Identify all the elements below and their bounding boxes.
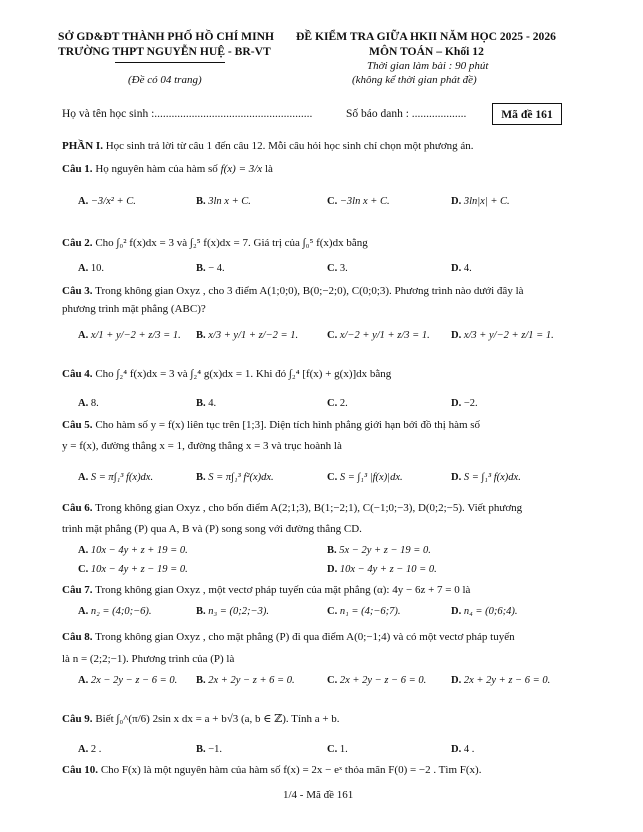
q2-option-c[interactable]: C. 3. [327, 263, 348, 274]
q1-text: Họ nguyên hàm của hàm số [95, 163, 218, 175]
student-id-label: Số báo danh : ................... [346, 108, 467, 120]
q4-text: Cho ∫₂⁴ f(x)dx = 3 và ∫₂⁴ g(x)dx = 1. Khi đó ∫₂⁴ [f(x) + g(x)]dx bằng [95, 368, 392, 380]
student-name-label: Họ và tên học sinh :....................................................... [62, 108, 313, 120]
q5-stem-line1 [62, 419, 480, 431]
q6-option-d[interactable]: D. 10x − 4y + z − 10 = 0. [327, 564, 437, 575]
q4-option-d[interactable]: D. −2. [451, 398, 478, 409]
exam-title: ĐỀ KIỂM TRA GIỮA HKII NĂM HỌC 2025 - 2026 [296, 30, 556, 43]
q6-stem-line1 [62, 502, 522, 514]
q5-option-b[interactable]: B. S = π∫₁³ f²(x)dx. [196, 472, 274, 483]
q4-stem [62, 368, 391, 380]
part1-label: PHẦN I. [62, 140, 103, 152]
q10-text: Cho F(x) là một nguyên hàm của hàm số f(x) = 2x − eˣ thỏa mãn F(0) = −2 . Tìm F(x). [100, 764, 482, 776]
q5-text1: Cho hàm số y = f(x) liên tục trên [1;3]. Diện tích hình phẳng giới hạn bởi đồ thị hàm số [95, 419, 481, 431]
q2-stem [62, 237, 368, 249]
q8-option-a[interactable]: A. 2x − 2y − z − 6 = 0. [78, 675, 178, 686]
q9-stem [62, 712, 340, 725]
q1-label: Câu 1. [62, 163, 93, 175]
q8-stem-line2: là n = (2;2;−1). Phương trình của (P) là [62, 653, 235, 665]
school-underline [115, 62, 225, 63]
q8-label: Câu 8. [62, 631, 93, 643]
q3-option-c[interactable]: C. x/−2 + y/1 + z/3 = 1. [327, 330, 430, 341]
q4-option-c[interactable]: C. 2. [327, 398, 348, 409]
q9-option-b[interactable]: B. −1. [196, 744, 223, 755]
q9-option-c[interactable]: C. 1. [327, 744, 348, 755]
q7-stem [62, 584, 470, 596]
page-footer: 1/4 - Mã đề 161 [283, 789, 354, 801]
q9-label: Câu 9. [62, 713, 93, 725]
q7-option-a[interactable]: A. n₂ = (4;0;−6). [78, 606, 152, 617]
q2-option-b[interactable]: B. − 4. [196, 263, 225, 274]
q2-option-d[interactable]: D. 4. [451, 263, 472, 274]
q3-label: Câu 3. [62, 285, 93, 297]
q7-option-c[interactable]: C. n₁ = (4;−6;7). [327, 606, 401, 617]
q7-option-d[interactable]: D. n₄ = (0;6;4). [451, 606, 518, 617]
q6-option-b[interactable]: B. 5x − 2y + z − 19 = 0. [327, 545, 431, 556]
part1-text: Học sinh trả lời từ câu 1 đến câu 12. Mỗi câu hỏi học sinh chỉ chọn một phương án. [105, 140, 474, 152]
subject: MÔN TOÁN – Khối 12 [369, 45, 484, 58]
q1-function: f(x) = 3/x [220, 163, 263, 175]
q7-label: Câu 7. [62, 584, 93, 596]
q1-tail: là [264, 163, 273, 175]
exam-code-box: Mã đề 161 [492, 103, 562, 125]
q5-option-c[interactable]: C. S = ∫₁³ |f(x)|dx. [327, 472, 403, 483]
q3-stem-line2: phương trình mặt phẳng (ABC)? [62, 303, 206, 315]
q3-option-d[interactable]: D. x/3 + y/−2 + z/1 = 1. [451, 330, 554, 341]
q5-option-d[interactable]: D. S = ∫₁³ f(x)dx. [451, 472, 521, 483]
q6-stem-line2: trình mặt phẳng (P) qua A, B và (P) song song với đường thẳng CD. [62, 523, 362, 535]
dept-name: SỞ GD&ĐT THÀNH PHỐ HỒ CHÍ MINH [58, 30, 275, 43]
q9-option-a[interactable]: A. 2 . [78, 744, 102, 755]
q9-text: Biết ∫₀^(π/6) 2sin x dx = a + b√3 (a, b ∈ ℤ). Tính a + b. [95, 713, 340, 725]
q8-option-c[interactable]: C. 2x + 2y − z − 6 = 0. [327, 675, 427, 686]
q1-option-d[interactable]: D. 3ln|x| + C. [451, 196, 510, 207]
q9-option-d[interactable]: D. 4 . [451, 744, 475, 755]
q4-option-b[interactable]: B. 4. [196, 398, 217, 409]
q6-label: Câu 6. [62, 502, 93, 514]
q5-option-a[interactable]: A. S = π∫₁³ f(x)dx. [78, 472, 154, 483]
q3-option-b[interactable]: B. x/3 + y/1 + z/−2 = 1. [196, 330, 299, 341]
q2-label: Câu 2. [62, 237, 93, 249]
q8-option-b[interactable]: B. 2x + 2y − z + 6 = 0. [196, 675, 295, 686]
exam-time-note: (không kể thời gian phát đề) [352, 74, 477, 86]
q7-text: Trong không gian Oxyz , một vectơ pháp tuyến của mặt phẳng (α): 4y − 6z + 7 = 0 là [95, 584, 471, 596]
q10-label: Câu 10. [62, 764, 99, 776]
q1-stem [62, 163, 273, 175]
q4-option-a[interactable]: A. 8. [78, 398, 99, 409]
q1-option-c[interactable]: C. −3ln x + C. [327, 196, 390, 207]
q6-option-a[interactable]: A. 10x − 4y + z + 19 = 0. [78, 545, 188, 556]
q2-option-a[interactable]: A. 10. [78, 263, 104, 274]
q8-option-d[interactable]: D. 2x + 2y + z − 6 = 0. [451, 675, 551, 686]
part1-instruction [62, 140, 474, 152]
school-name: TRƯỜNG THPT NGUYỄN HUỆ - BR-VT [58, 45, 271, 58]
q1-option-b[interactable]: B. 3ln x + C. [196, 196, 251, 207]
q3-option-a[interactable]: A. x/1 + y/−2 + z/3 = 1. [78, 330, 181, 341]
q3-stem-line1 [62, 285, 524, 297]
exam-time: Thời gian làm bài : 90 phút [367, 60, 489, 72]
q4-label: Câu 4. [62, 368, 93, 380]
q5-label: Câu 5. [62, 419, 93, 431]
q6-text1: Trong không gian Oxyz , cho bốn điểm A(2;1;3), B(1;−2;1), C(−1;0;−3), D(0;2;−5). Viết phương [95, 502, 523, 514]
q10-stem [62, 764, 481, 776]
q2-text: Cho ∫₀² f(x)dx = 3 và ∫₂⁵ f(x)dx = 7. Giá trị của ∫₀⁵ f(x)dx bằng [95, 237, 368, 249]
q1-option-a[interactable]: A. −3/x² + C. [78, 196, 136, 207]
q8-stem-line1 [62, 631, 515, 643]
q3-text1: Trong không gian Oxyz , cho 3 điểm A(1;0;0), B(0;−2;0), C(0;0;3). Phương trình nào dưới đây là [95, 285, 524, 297]
q7-option-b[interactable]: B. n₃ = (0;2;−3). [196, 606, 269, 617]
q6-option-c[interactable]: C. 10x − 4y + z − 19 = 0. [78, 564, 188, 575]
q5-stem-line2: y = f(x), đường thẳng x = 1, đường thẳng x = 3 và trục hoành là [62, 440, 342, 452]
q8-text1: Trong không gian Oxyz , cho mặt phẳng (P) đi qua điểm A(0;−1;4) và có một vectơ pháp tuyến [95, 631, 515, 643]
pages-note: (Đề có 04 trang) [128, 74, 202, 86]
